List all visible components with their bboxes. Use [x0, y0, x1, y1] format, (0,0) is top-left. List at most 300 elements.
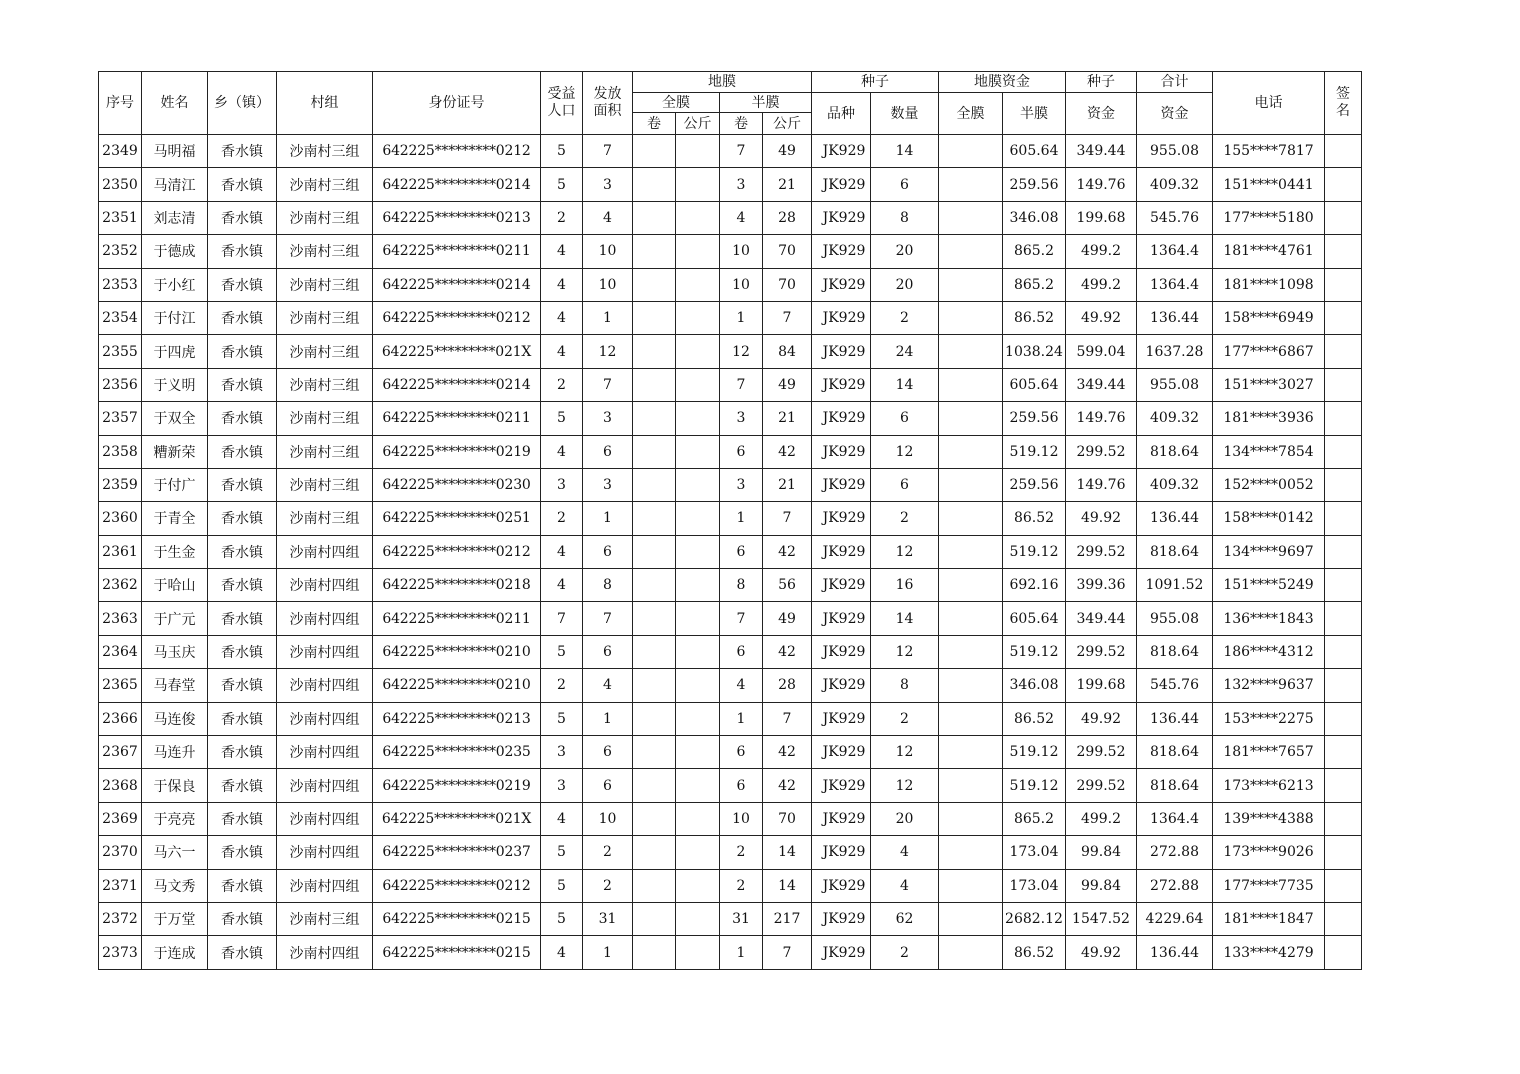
- cell-total: 272.88: [1137, 836, 1213, 869]
- cell-seed-fund: 49.92: [1066, 301, 1137, 334]
- cell-name: 于义明: [142, 368, 208, 401]
- cell-village: 沙南村四组: [277, 836, 373, 869]
- cell-village: 沙南村三组: [277, 268, 373, 301]
- cell-half-kg: 7: [763, 936, 812, 969]
- cell-phone: 186****4312: [1213, 635, 1325, 668]
- cell-people: 5: [541, 836, 583, 869]
- cell-area: 7: [583, 368, 633, 401]
- cell-full-fund: [939, 769, 1003, 802]
- cell-half-roll: 2: [720, 869, 763, 902]
- cell-village: 沙南村三组: [277, 201, 373, 234]
- cell-half-fund: 259.56: [1003, 402, 1066, 435]
- cell-area: 3: [583, 402, 633, 435]
- cell-half-fund: 519.12: [1003, 736, 1066, 769]
- cell-village: 沙南村四组: [277, 802, 373, 835]
- cell-phone: 173****9026: [1213, 836, 1325, 869]
- cell-half-kg: 7: [763, 301, 812, 334]
- cell-name: 马明福: [142, 135, 208, 168]
- header-full-roll: 卷: [633, 113, 676, 135]
- cell-variety: JK929: [812, 569, 871, 602]
- cell-people: 5: [541, 702, 583, 735]
- cell-name: 于万堂: [142, 902, 208, 935]
- cell-village: 沙南村四组: [277, 869, 373, 902]
- cell-variety: JK929: [812, 135, 871, 168]
- header-film-fund: 地膜资金: [939, 72, 1066, 93]
- cell-name: 于付江: [142, 301, 208, 334]
- cell-total: 818.64: [1137, 736, 1213, 769]
- cell-people: 2: [541, 502, 583, 535]
- cell-id: 642225*********0214: [373, 168, 541, 201]
- cell-half-kg: 21: [763, 468, 812, 501]
- cell-seq: 2368: [99, 769, 142, 802]
- cell-full-kg: [676, 936, 720, 969]
- cell-area: 10: [583, 235, 633, 268]
- cell-seq: 2355: [99, 335, 142, 368]
- cell-sign: [1325, 468, 1362, 501]
- cell-id: 642225*********0212: [373, 301, 541, 334]
- cell-phone: 133****4279: [1213, 936, 1325, 969]
- cell-total: 136.44: [1137, 702, 1213, 735]
- cell-qty: 20: [871, 235, 939, 268]
- cell-full-roll: [633, 502, 676, 535]
- table-row: [99, 569, 1362, 602]
- cell-seq: 2362: [99, 569, 142, 602]
- cell-town: 香水镇: [208, 769, 277, 802]
- cell-half-roll: 7: [720, 135, 763, 168]
- cell-full-kg: [676, 468, 720, 501]
- cell-village: 沙南村三组: [277, 468, 373, 501]
- cell-half-fund: 1038.24: [1003, 335, 1066, 368]
- cell-town: 香水镇: [208, 869, 277, 902]
- cell-variety: JK929: [812, 902, 871, 935]
- cell-half-roll: 3: [720, 468, 763, 501]
- header-sign: 签名: [1325, 72, 1362, 135]
- distribution-table: [98, 71, 1362, 970]
- cell-people: 4: [541, 569, 583, 602]
- table-row: [99, 235, 1362, 268]
- cell-area: 3: [583, 468, 633, 501]
- cell-half-roll: 10: [720, 802, 763, 835]
- cell-qty: 6: [871, 168, 939, 201]
- cell-half-fund: 2682.12: [1003, 902, 1066, 935]
- cell-sign: [1325, 335, 1362, 368]
- cell-total: 136.44: [1137, 301, 1213, 334]
- cell-town: 香水镇: [208, 335, 277, 368]
- cell-full-fund: [939, 602, 1003, 635]
- cell-seed-fund: 149.76: [1066, 402, 1137, 435]
- cell-seed-fund: 149.76: [1066, 468, 1137, 501]
- cell-phone: 158****0142: [1213, 502, 1325, 535]
- cell-area: 7: [583, 135, 633, 168]
- cell-total: 1364.4: [1137, 268, 1213, 301]
- table-row: [99, 268, 1362, 301]
- cell-sign: [1325, 836, 1362, 869]
- cell-seed-fund: 1547.52: [1066, 902, 1137, 935]
- table-row: [99, 168, 1362, 201]
- cell-seq: 2360: [99, 502, 142, 535]
- cell-total: 136.44: [1137, 936, 1213, 969]
- cell-seq: 2357: [99, 402, 142, 435]
- cell-half-kg: 42: [763, 435, 812, 468]
- cell-seq: 2373: [99, 936, 142, 969]
- cell-qty: 12: [871, 435, 939, 468]
- cell-area: 12: [583, 335, 633, 368]
- cell-id: 642225*********0212: [373, 869, 541, 902]
- cell-qty: 24: [871, 335, 939, 368]
- cell-half-kg: 7: [763, 502, 812, 535]
- cell-area: 6: [583, 435, 633, 468]
- cell-half-kg: 42: [763, 635, 812, 668]
- cell-full-kg: [676, 635, 720, 668]
- cell-qty: 62: [871, 902, 939, 935]
- cell-half-roll: 1: [720, 301, 763, 334]
- cell-name: 糟新荣: [142, 435, 208, 468]
- cell-full-fund: [939, 468, 1003, 501]
- cell-half-roll: 7: [720, 368, 763, 401]
- cell-half-kg: 56: [763, 569, 812, 602]
- header-full-film-fund: 全膜: [939, 93, 1003, 135]
- cell-town: 香水镇: [208, 368, 277, 401]
- cell-full-fund: [939, 502, 1003, 535]
- cell-full-fund: [939, 201, 1003, 234]
- cell-id: 642225*********0219: [373, 769, 541, 802]
- cell-seed-fund: 399.36: [1066, 569, 1137, 602]
- cell-full-roll: [633, 702, 676, 735]
- cell-people: 4: [541, 535, 583, 568]
- cell-seq: 2372: [99, 902, 142, 935]
- cell-seq: 2356: [99, 368, 142, 401]
- cell-full-roll: [633, 301, 676, 334]
- cell-half-kg: 70: [763, 235, 812, 268]
- cell-id: 642225*********021X: [373, 335, 541, 368]
- cell-area: 7: [583, 602, 633, 635]
- cell-qty: 2: [871, 702, 939, 735]
- header-variety: 品种: [812, 93, 871, 135]
- cell-phone: 151****0441: [1213, 168, 1325, 201]
- cell-village: 沙南村三组: [277, 502, 373, 535]
- cell-seed-fund: 299.52: [1066, 635, 1137, 668]
- cell-area: 6: [583, 635, 633, 668]
- cell-qty: 14: [871, 368, 939, 401]
- table-row: [99, 435, 1362, 468]
- cell-full-fund: [939, 402, 1003, 435]
- cell-sign: [1325, 736, 1362, 769]
- header-half-roll: 卷: [720, 113, 763, 135]
- cell-sign: [1325, 435, 1362, 468]
- cell-seq: 2350: [99, 168, 142, 201]
- cell-sign: [1325, 769, 1362, 802]
- cell-id: 642225*********0230: [373, 468, 541, 501]
- cell-full-kg: [676, 736, 720, 769]
- cell-half-roll: 31: [720, 902, 763, 935]
- cell-half-roll: 10: [720, 268, 763, 301]
- cell-seed-fund: 199.68: [1066, 669, 1137, 702]
- cell-id: 642225*********0237: [373, 836, 541, 869]
- header-full-kg: 公斤: [676, 113, 720, 135]
- cell-half-roll: 6: [720, 769, 763, 802]
- cell-full-fund: [939, 936, 1003, 969]
- cell-seq: 2369: [99, 802, 142, 835]
- cell-half-roll: 8: [720, 569, 763, 602]
- cell-sign: [1325, 635, 1362, 668]
- cell-half-kg: 84: [763, 335, 812, 368]
- cell-town: 香水镇: [208, 669, 277, 702]
- cell-total: 1091.52: [1137, 569, 1213, 602]
- cell-people: 5: [541, 402, 583, 435]
- cell-variety: JK929: [812, 168, 871, 201]
- cell-sign: [1325, 702, 1362, 735]
- cell-full-fund: [939, 268, 1003, 301]
- cell-town: 香水镇: [208, 602, 277, 635]
- cell-variety: JK929: [812, 435, 871, 468]
- cell-id: 642225*********0218: [373, 569, 541, 602]
- cell-seed-fund: 349.44: [1066, 368, 1137, 401]
- header-half-film: 半膜: [720, 93, 812, 113]
- cell-sign: [1325, 201, 1362, 234]
- header-seed-fund-bottom: 资金: [1066, 93, 1137, 135]
- table-row: [99, 869, 1362, 902]
- cell-town: 香水镇: [208, 736, 277, 769]
- cell-full-kg: [676, 301, 720, 334]
- cell-people: 3: [541, 736, 583, 769]
- cell-seq: 2358: [99, 435, 142, 468]
- table-row: [99, 635, 1362, 668]
- cell-half-roll: 3: [720, 168, 763, 201]
- cell-variety: JK929: [812, 268, 871, 301]
- cell-phone: 152****0052: [1213, 468, 1325, 501]
- cell-full-roll: [633, 535, 676, 568]
- cell-full-kg: [676, 535, 720, 568]
- cell-qty: 6: [871, 402, 939, 435]
- cell-id: 642225*********0210: [373, 669, 541, 702]
- cell-half-kg: 70: [763, 268, 812, 301]
- cell-seq: 2354: [99, 301, 142, 334]
- cell-half-roll: 4: [720, 669, 763, 702]
- cell-people: 4: [541, 235, 583, 268]
- cell-people: 2: [541, 201, 583, 234]
- cell-full-kg: [676, 502, 720, 535]
- cell-town: 香水镇: [208, 502, 277, 535]
- cell-sign: [1325, 135, 1362, 168]
- cell-seq: 2364: [99, 635, 142, 668]
- cell-half-fund: 519.12: [1003, 769, 1066, 802]
- cell-variety: JK929: [812, 635, 871, 668]
- cell-town: 香水镇: [208, 802, 277, 835]
- cell-phone: 158****6949: [1213, 301, 1325, 334]
- cell-id: 642225*********021X: [373, 802, 541, 835]
- cell-name: 于哈山: [142, 569, 208, 602]
- cell-full-fund: [939, 301, 1003, 334]
- table-row: [99, 769, 1362, 802]
- table-row: [99, 502, 1362, 535]
- cell-seq: 2363: [99, 602, 142, 635]
- cell-half-kg: 42: [763, 736, 812, 769]
- cell-phone: 177****6867: [1213, 335, 1325, 368]
- cell-full-fund: [939, 869, 1003, 902]
- cell-village: 沙南村四组: [277, 769, 373, 802]
- cell-town: 香水镇: [208, 836, 277, 869]
- header-half-kg: 公斤: [763, 113, 812, 135]
- header-half-film-fund: 半膜: [1003, 93, 1066, 135]
- cell-seed-fund: 499.2: [1066, 802, 1137, 835]
- cell-town: 香水镇: [208, 435, 277, 468]
- header-village: 村组: [277, 72, 373, 135]
- cell-half-roll: 3: [720, 402, 763, 435]
- table-row: [99, 902, 1362, 935]
- cell-phone: 177****7735: [1213, 869, 1325, 902]
- table-row: [99, 669, 1362, 702]
- cell-half-kg: 70: [763, 802, 812, 835]
- cell-half-fund: 519.12: [1003, 635, 1066, 668]
- cell-name: 于保良: [142, 769, 208, 802]
- cell-qty: 20: [871, 268, 939, 301]
- cell-half-kg: 14: [763, 869, 812, 902]
- cell-village: 沙南村四组: [277, 635, 373, 668]
- cell-id: 642225*********0215: [373, 902, 541, 935]
- cell-name: 于生金: [142, 535, 208, 568]
- cell-village: 沙南村四组: [277, 602, 373, 635]
- cell-qty: 12: [871, 736, 939, 769]
- cell-seed-fund: 299.52: [1066, 769, 1137, 802]
- cell-sign: [1325, 869, 1362, 902]
- cell-full-roll: [633, 602, 676, 635]
- cell-full-fund: [939, 736, 1003, 769]
- table-row: [99, 301, 1362, 334]
- cell-area: 1: [583, 502, 633, 535]
- cell-people: 5: [541, 168, 583, 201]
- cell-full-kg: [676, 836, 720, 869]
- cell-name: 于四虎: [142, 335, 208, 368]
- cell-half-kg: 21: [763, 402, 812, 435]
- cell-village: 沙南村三组: [277, 435, 373, 468]
- header-full-film: 全膜: [633, 93, 720, 113]
- cell-half-fund: 346.08: [1003, 201, 1066, 234]
- cell-area: 6: [583, 736, 633, 769]
- cell-people: 4: [541, 301, 583, 334]
- cell-phone: 151****5249: [1213, 569, 1325, 602]
- cell-full-kg: [676, 235, 720, 268]
- cell-half-roll: 6: [720, 736, 763, 769]
- cell-half-roll: 1: [720, 702, 763, 735]
- cell-name: 马文秀: [142, 869, 208, 902]
- cell-area: 10: [583, 268, 633, 301]
- cell-half-fund: 86.52: [1003, 502, 1066, 535]
- cell-area: 10: [583, 802, 633, 835]
- cell-name: 于小红: [142, 268, 208, 301]
- cell-full-fund: [939, 235, 1003, 268]
- cell-half-fund: 519.12: [1003, 435, 1066, 468]
- cell-variety: JK929: [812, 335, 871, 368]
- cell-full-roll: [633, 335, 676, 368]
- cell-village: 沙南村四组: [277, 535, 373, 568]
- cell-seq: 2353: [99, 268, 142, 301]
- cell-seed-fund: 49.92: [1066, 702, 1137, 735]
- cell-sign: [1325, 535, 1362, 568]
- cell-full-roll: [633, 669, 676, 702]
- cell-name: 马连升: [142, 736, 208, 769]
- cell-full-fund: [939, 836, 1003, 869]
- cell-village: 沙南村三组: [277, 335, 373, 368]
- cell-area: 6: [583, 535, 633, 568]
- cell-people: 3: [541, 769, 583, 802]
- cell-town: 香水镇: [208, 468, 277, 501]
- cell-phone: 153****2275: [1213, 702, 1325, 735]
- cell-qty: 2: [871, 502, 939, 535]
- cell-half-kg: 21: [763, 168, 812, 201]
- cell-people: 4: [541, 335, 583, 368]
- cell-variety: JK929: [812, 802, 871, 835]
- cell-variety: JK929: [812, 702, 871, 735]
- cell-village: 沙南村三组: [277, 301, 373, 334]
- cell-area: 4: [583, 201, 633, 234]
- cell-area: 1: [583, 702, 633, 735]
- cell-name: 马连俊: [142, 702, 208, 735]
- cell-full-roll: [633, 902, 676, 935]
- cell-total: 409.32: [1137, 468, 1213, 501]
- cell-half-fund: 605.64: [1003, 135, 1066, 168]
- cell-qty: 12: [871, 535, 939, 568]
- cell-qty: 16: [871, 569, 939, 602]
- cell-name: 于广元: [142, 602, 208, 635]
- cell-qty: 4: [871, 869, 939, 902]
- cell-phone: 177****5180: [1213, 201, 1325, 234]
- cell-half-roll: 7: [720, 602, 763, 635]
- table-row: [99, 802, 1362, 835]
- cell-full-fund: [939, 168, 1003, 201]
- cell-half-kg: 42: [763, 535, 812, 568]
- cell-half-fund: 86.52: [1003, 301, 1066, 334]
- cell-name: 马玉庆: [142, 635, 208, 668]
- table-row: [99, 135, 1362, 168]
- cell-full-fund: [939, 535, 1003, 568]
- cell-area: 3: [583, 168, 633, 201]
- cell-village: 沙南村三组: [277, 135, 373, 168]
- cell-seq: 2365: [99, 669, 142, 702]
- cell-full-kg: [676, 201, 720, 234]
- cell-half-kg: 28: [763, 201, 812, 234]
- cell-full-kg: [676, 268, 720, 301]
- cell-id: 642225*********0211: [373, 402, 541, 435]
- cell-area: 6: [583, 769, 633, 802]
- cell-phone: 181****3936: [1213, 402, 1325, 435]
- cell-half-roll: 6: [720, 635, 763, 668]
- cell-id: 642225*********0211: [373, 602, 541, 635]
- cell-full-kg: [676, 669, 720, 702]
- cell-seq: 2349: [99, 135, 142, 168]
- cell-area: 2: [583, 869, 633, 902]
- cell-name: 于亮亮: [142, 802, 208, 835]
- cell-sign: [1325, 902, 1362, 935]
- cell-people: 2: [541, 669, 583, 702]
- header-film: 地膜: [633, 72, 812, 93]
- cell-variety: JK929: [812, 535, 871, 568]
- table-row: [99, 702, 1362, 735]
- cell-variety: JK929: [812, 769, 871, 802]
- cell-variety: JK929: [812, 368, 871, 401]
- cell-seed-fund: 199.68: [1066, 201, 1137, 234]
- cell-total: 818.64: [1137, 635, 1213, 668]
- cell-seed-fund: 349.44: [1066, 602, 1137, 635]
- cell-variety: JK929: [812, 301, 871, 334]
- cell-full-roll: [633, 468, 676, 501]
- header-id: 身份证号: [373, 72, 541, 135]
- header-quantity: 数量: [871, 93, 939, 135]
- cell-variety: JK929: [812, 468, 871, 501]
- cell-phone: 155****7817: [1213, 135, 1325, 168]
- cell-full-fund: [939, 902, 1003, 935]
- cell-full-fund: [939, 802, 1003, 835]
- cell-qty: 4: [871, 836, 939, 869]
